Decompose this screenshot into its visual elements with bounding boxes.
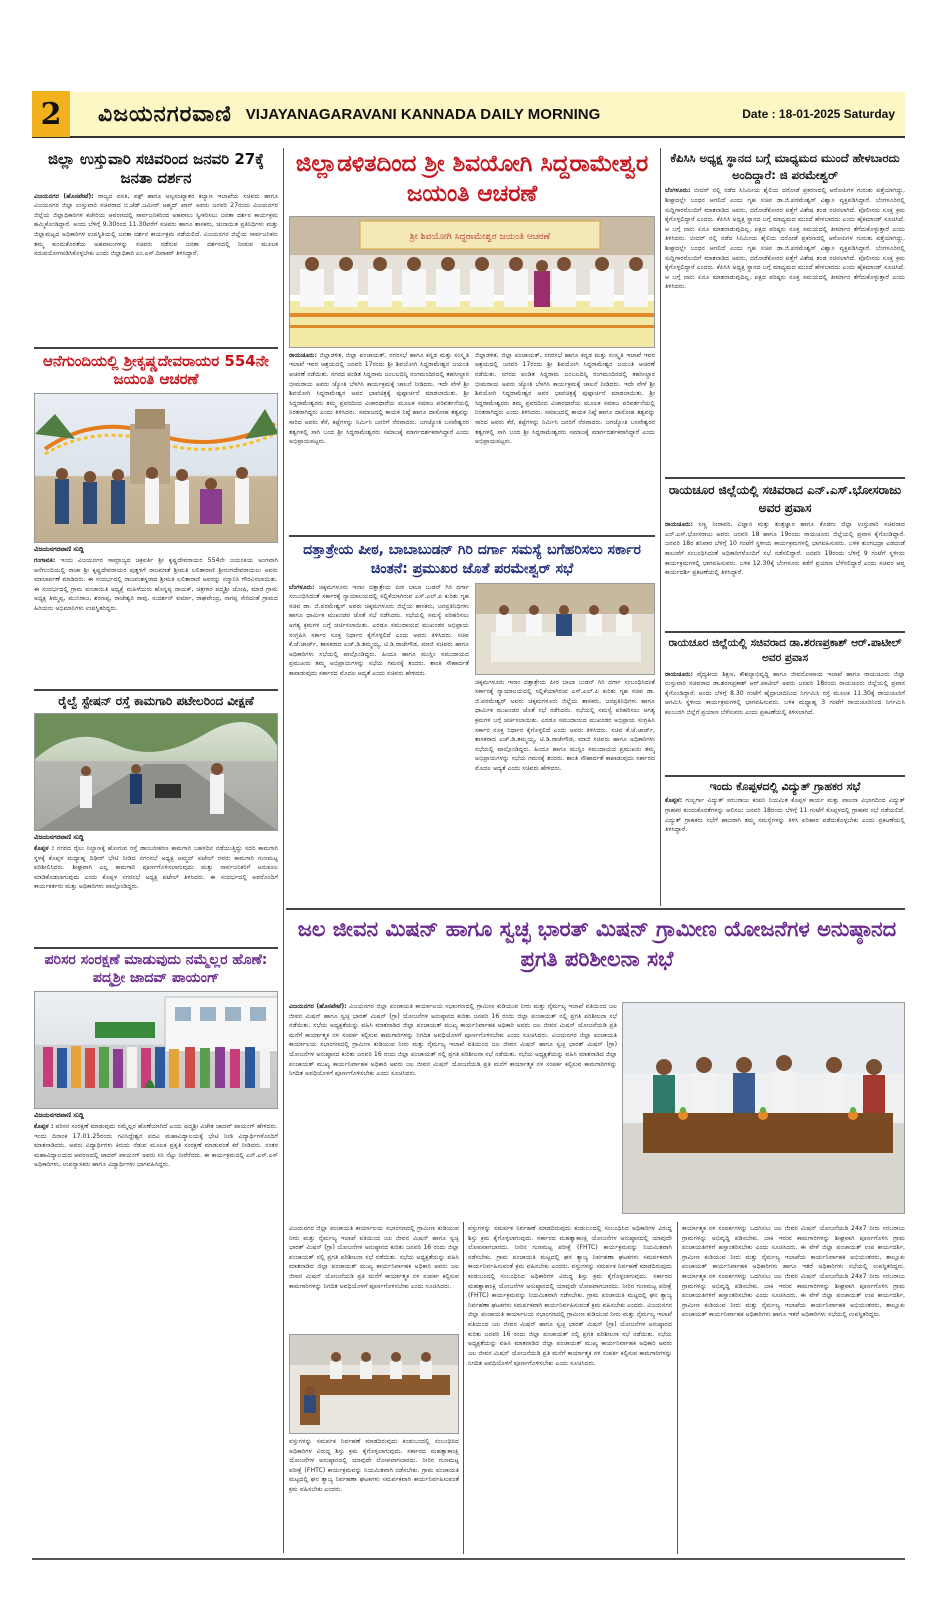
masthead-title-english: VIJAYANAGARAVANI KANNADA DAILY MORNING [245, 105, 601, 123]
article-body [289, 1224, 459, 1330]
photo-credit: ವಿಜಯನಗರವಾಣಿ ಸುದ್ದಿ [34, 1111, 84, 1119]
bottom-body-left [289, 1002, 617, 1214]
divider [34, 347, 278, 349]
article-text: ವಿಜಯನಗರ ಜಿಲ್ಲಾ ಪಂಚಾಯತಿ ಕಾರ್ಯಾಲಯ ಸಭಾಂಗಣದಲ್ಲಿ ಗ್ರಾಮೀಣ ಕುಡಿಯುವ ನೀರು ಮತ್ತು ನೈರ್ಮಲ್ಯ ಇಲಾಖೆ ವತಿಯಿಂದ ಜಲ ಜೀವನ ಮಿಷನ್ ಹಾಗೂ ಸ್ವಚ್ಛ ಭಾರತ್ ಮಿಷನ್ (ಗ್ರಾ) ಯೋಜನೆಗಳ ಅನುಷ್ಠಾನದ ಕುರಿತು ಜನವರಿ 16 ರಂದು ಜಿಲ್ಲಾ ಪಂಚಾಯತ್ ನಲ್ಲಿ ಪ್ರಗತಿ ಪರಿಶೀಲನಾ ಸಭೆ ನಡೆಯಿತು. ಸಭೆಯ ಅಧ್ಯಕ್ಷತೆಯನ್ನು ವಹಿಸಿ ಮಾತನಾಡಿದ ಜಿಲ್ಲಾ ಪಂಚಾಯತ್ ಮುಖ್ಯ ಕಾರ್ಯನಿರ್ವಾಹಕ ಅಧಿಕಾರಿ ಅವರು ಜಲ ಜೀವನ ಮಿಷನ್ ಯೋಜನೆಯಡಿ ಪ್ರತಿ ಮನೆಗೆ ಕಾರ್ಯಾತ್ಮಕ ನಳ ಸಂಪರ್ಕ ಕಲ್ಪಿಸುವ ಕಾಮಗಾರಿಗಳನ್ನು ನಿಗದಿತ ಅವಧಿಯೊಳಗೆ ಪೂರ್ಣಗೊಳಿಸಬೇಕು ಎಂದು ಸೂಚಿಸಿದರು. [289, 1225, 459, 1290]
jayanti-stage-photo [289, 216, 655, 348]
divider [34, 947, 278, 949]
divider [289, 535, 655, 537]
article-text: ಪರಿಸರ ಸಂರಕ್ಷಣೆ ಮಾಡುವುದು ನಮ್ಮೆಲ್ಲರ ಹೊಣೆಯಾಗಿದೆ ಎಂದು ಪದ್ಮಶ್ರೀ ವಿಜೇತ ಜಾದವ್ ಪಾಯಂಗ್ ಹೇಳಿದರು. ಇಂದು ದಿನಾಂಕ 17.01.25ರಂದು ಗವಿಸಿದ್ದೇಶ್ವರ ಪದವಿ ಮಹಾವಿದ್ಯಾಲಯಕ್ಕೆ ಭೇಟಿ ನೀಡಿ ವಿದ್ಯಾರ್ಥಿಗಳೊಂದಿಗೆ ಮಾತನಾಡಿದರು. ಅವರು ವಿದ್ಯಾರ್ಥಿಗಳು ಕಿರುದು ನೆಡುವ ಮೂಲಕ ಪ್ರಕೃತಿ ಸಂರಕ್ಷಣೆ ಮಾಡುವಂತೆ ಕರೆ ನೀಡಿದರು. ನಂತರ ಮಹಾವಿದ್ಯಾಲಯದ ಆವರಣದಲ್ಲಿ ಜಾದವ್ ಪಾಯಂಗ್ ಅವರು ಸಸಿ ನೆಟ್ಟು ನೀರೆರೆದರು. ಈ ಕಾರ್ಯಕ್ರಮದಲ್ಲಿ ಎನ್.ಎಸ್.ಎಸ್ ಅಧಿಕಾರಿಗಳು, ಉಪನ್ಯಾಸಕರು ಹಾಗೂ ವಿದ್ಯಾರ್ಥಿಗಳು ಭಾಗವಹಿಸಿದ್ದರು. [34, 1123, 278, 1169]
story-electricity-meeting [665, 780, 905, 867]
article-text: ಬೀದರ್ ನಲ್ಲಿ ನಡೆದ ಸಿನಿಮೀಯ ಶೈಲಿಯ ದರೋಡೆ ಪ್ರಕರಣದಲ್ಲಿ ಆರೋಪಿಗಳ ಗುರುತು ಪತ್ತೆಯಾಗಿದ್ದು, ಶೀಘ್ರದಲ್ಲೇ ಬಂಧನ ಆಗಲಿದೆ ಎಂದು ಗೃಹ ಸಚಿವ ಡಾ.ಜಿ.ಪರಮೇಶ್ವರ್ ವಿಶ್ವಾಸ ವ್ಯಕ್ತಪಡಿಸಿದ್ದಾರೆ. ಬೆಂಗಳೂರಿನಲ್ಲಿ ಸುದ್ದಿಗಾರರೊಂದಿಗೆ ಮಾತನಾಡಿದ ಅವರು, ದರೋಡೆಕೋರರ ಪತ್ತೆಗೆ ವಿಶೇಷ ತಂಡ ರಚಿಸಲಾಗಿದೆ. ಪೊಲೀಸರು ಸೂಕ್ತ ಕ್ರಮ ಕೈಗೊಳ್ಳಲಿದ್ದಾರೆ ಎಂದರು. ಕೆಪಿಸಿಸಿ ಅಧ್ಯಕ್ಷ ಸ್ಥಾನದ ಬಗ್ಗೆ ಮಾಧ್ಯಮದ ಮುಂದೆ ಹೇಳಬಾರದು ಎಂದು ಹೈಕಮಾಂಡ್ ಸೂಚಿಸಿದೆ. ಆ ಬಗ್ಗೆ ನಾನು ಏನೂ ಮಾತನಾಡುವುದಿಲ್ಲ. ಪಕ್ಷದ ವರಿಷ್ಠರು ಸೂಕ್ತ ಸಮಯದಲ್ಲಿ ತೀರ್ಮಾನ ತೆಗೆದುಕೊಳ್ಳುತ್ತಾರೆ ಎಂದು ತಿಳಿಸಿದರು. [665, 235, 905, 291]
meeting-photo [475, 583, 655, 675]
road-photo [34, 713, 278, 831]
bottom-col-1 [289, 1224, 459, 1547]
story-jal-jeevan-mission [289, 914, 905, 975]
headline: ಜಿಲ್ಲಾ ಉಸ್ತುವಾರಿ ಸಚಿವರಿಂದ ಜನವರಿ 27ಕ್ಕೆ ಜನತಾ ದರ್ಶನ [47, 150, 265, 187]
headline: ದತ್ತಾತ್ರೇಯ ಪೀಠ, ಬಾಬಾಬುಡನ್ ಗಿರಿ ದರ್ಗಾ ಸಮಸ್ಯೆ ಬಗೆಹರಿಸಲು ಸರ್ಕಾರ ಚಿಂತನೆ: ಪ್ರಮುಖರ ಜೊತೆ ಪರಮೇಶ್ವರ್ ಸಭೆ [303, 541, 641, 577]
page-number: 2 [32, 91, 70, 137]
story-krishnadevaraya-jayanti [34, 352, 278, 687]
article-body [665, 670, 905, 772]
lead-headline: ಜಲ ಜೀವನ ಮಿಷನ್ ಹಾಗೂ ಸ್ವಚ್ಛ ಭಾರತ್ ಮಿಷನ್ ಗ್ರಾಮೀಣ ಯೋಜನೆಗಳ ಅನುಷ್ಠಾನದ ಪ್ರಗತಿ ಪರಿಶೀಲನಾ ಸಭೆ [297, 917, 897, 972]
dateline: ಕೊಪ್ಪಳ : [34, 845, 55, 852]
article-body [665, 186, 905, 474]
story-siddarameshwara-jayanti [289, 150, 655, 531]
headline: ರೈಲ್ವೆ ಸ್ಟೇಷನ್ ರಸ್ತೆ ಕಾಮಗಾರಿ ಪಟೇಲರಿಂದ ವೀಕ್ಷಣೆ [58, 694, 254, 708]
headline: ಆನೆಗುಂದಿಯಲ್ಲಿ ಶ್ರೀಕೃಷ್ಣದೇವರಾಯರ 554ನೇ ಜಯಂತಿ ಆಚರಣೆ [43, 351, 269, 389]
bottom-col-2 [468, 1224, 672, 1552]
article-text: ವಸ್ತುಗಳನ್ನು ಸಮರ್ಪಕ ನಿರ್ವಹಣೆ ಮಾಡದಿರುವುದು ಕಂಡುಬಂದಲ್ಲಿ ಸಂಬಂಧಿಸಿದ ಅಧಿಕಾರಿಗಳ ವಿರುದ್ಧ ಶಿಸ್ತು ಕ್ರಮ ಕೈಗೊಳ್ಳಲಾಗುವುದು. ಸರ್ಕಾರದ ಮಹತ್ವಾಕಾಂಕ್ಷಿ ಯೋಜನೆಗಳ ಅನುಷ್ಠಾನದಲ್ಲಿ ಯಾವುದೇ ಲೋಪವಾಗಬಾರದು. ನೀರಿನ ಗುಣಮಟ್ಟ ಪರೀಕ್ಷೆ (FHTC) ಕಾರ್ಯಕ್ರಮವನ್ನು ನಿಯಮಿತವಾಗಿ ನಡೆಸಬೇಕು. ಗ್ರಾಮ ಪಂಚಾಯತಿ ಮಟ್ಟದಲ್ಲಿ ಘನ ತ್ಯಾಜ್ಯ ನಿರ್ವಹಣಾ ಘಟಕಗಳು ಸಮರ್ಪಕವಾಗಿ ಕಾರ್ಯನಿರ್ವಹಿಸುವಂತೆ ಕ್ರಮ ವಹಿಸಬೇಕು ಎಂದರು. [468, 1263, 672, 1309]
dateline: ಕೊಪ್ಪಳ: [665, 797, 683, 805]
column-rule [283, 148, 284, 1553]
article-text: ವಿಜಯನಗರ ಜಿಲ್ಲಾ ಪಂಚಾಯತಿ ಕಾರ್ಯಾಲಯ ಸಭಾಂಗಣದಲ್ಲಿ ಗ್ರಾಮೀಣ ಕುಡಿಯುವ ನೀರು ಮತ್ತು ನೈರ್ಮಲ್ಯ ಇಲಾಖೆ ವತಿಯಿಂದ ಜಲ ಜೀವನ ಮಿಷನ್ ಹಾಗೂ ಸ್ವಚ್ಛ ಭಾರತ್ ಮಿಷನ್ (ಗ್ರಾ) ಯೋಜನೆಗಳ ಅನುಷ್ಠಾನದ ಕುರಿತು ಜನವರಿ 16 ರಂದು ಜಿಲ್ಲಾ ಪಂಚಾಯತ್ ನಲ್ಲಿ ಪ್ರಗತಿ ಪರಿಶೀಲನಾ ಸಭೆ ನಡೆಯಿತು. ಸಭೆಯ ಅಧ್ಯಕ್ಷತೆಯನ್ನು ವಹಿಸಿ ಮಾತನಾಡಿದ ಜಿಲ್ಲಾ ಪಂಚಾಯತ್ ಮುಖ್ಯ ಕಾರ್ಯನಿರ್ವಾಹಕ ಅಧಿಕಾರಿ ಅವರು ಜಲ ಜೀವನ ಮಿಷನ್ ಯೋಜನೆಯಡಿ ಪ್ರತಿ ಮನೆಗೆ ಕಾರ್ಯಾತ್ಮಕ ನಳ ಸಂಪರ್ಕ ಕಲ್ಪಿಸುವ ಕಾಮಗಾರಿಗಳನ್ನು ನಿಗದಿತ ಅವಧಿಯೊಳಗೆ ಪೂರ್ಣಗೊಳಿಸಬೇಕು ಎಂದು ಸೂಚಿಸಿದರು. [289, 1031, 617, 1078]
article-body [682, 1224, 905, 1552]
photo-credit: ವಿಜಯನಗರವಾಣಿ ಸುದ್ದಿ [34, 833, 84, 841]
article-body [289, 351, 469, 531]
article-body [468, 1224, 672, 1552]
article-text: ಕಾರ್ಯಾತ್ಮಕ ನಳ ಸಂಪರ್ಕಗಳನ್ನು ಒದಗಿಸಲು ಜಲ ಜೀವನ ಮಿಷನ್ ಯೋಜನೆಯಡಿ 24x7 ನೀರು ಸರಬರಾಜು ಗ್ರಾಮಗಳನ್ನು ಅಭಿವೃದ್ಧಿ ಪಡಿಸಬೇಕು. ಬಾಕಿ ಇರುವ ಕಾಮಗಾರಿಗಳನ್ನು ಶೀಘ್ರವಾಗಿ ಪೂರ್ಣಗೊಳಿಸಿ ಗ್ರಾಮ ಪಂಚಾಯತಿಗಳಿಗೆ ಹಸ್ತಾಂತರಿಸಬೇಕು ಎಂದು ಸೂಚಿಸಿದರು. ಈ ವೇಳೆ ಜಿಲ್ಲಾ ಪಂಚಾಯತ್ ಉಪ ಕಾರ್ಯದರ್ಶಿ, ಗ್ರಾಮೀಣ ಕುಡಿಯುವ ನೀರು ಮತ್ತು ನೈರ್ಮಲ್ಯ ಇಲಾಖೆಯ ಕಾರ್ಯನಿರ್ವಾಹಕ ಅಭಿಯಂತರರು, ತಾಲ್ಲೂಕು ಪಂಚಾಯತ್ ಕಾರ್ಯನಿರ್ವಾಹಕ ಅಧಿಕಾರಿಗಳು ಹಾಗೂ ಇತರೆ ಅಧಿಕಾರಿಗಳು ಸಭೆಯಲ್ಲಿ ಉಪಸ್ಥಿತರಿದ್ದರು. [682, 1273, 905, 1319]
dateline: ಕೊಪ್ಪಳ : [34, 1123, 54, 1130]
column-rule [677, 1222, 678, 1554]
dateline: ರಾಯಚೂರು: [665, 670, 693, 678]
article-text: ವಿಜಯನಗರ ಜಿಲ್ಲಾ ಪಂಚಾಯತಿ ಕಾರ್ಯಾಲಯ ಸಭಾಂಗಣದಲ್ಲಿ ಗ್ರಾಮೀಣ ಕುಡಿಯುವ ನೀರು ಮತ್ತು ನೈರ್ಮಲ್ಯ ಇಲಾಖೆ ವತಿಯಿಂದ ಜಲ ಜೀವನ ಮಿಷನ್ ಹಾಗೂ ಸ್ವಚ್ಛ ಭಾರತ್ ಮಿಷನ್ (ಗ್ರಾ) ಯೋಜನೆಗಳ ಅನುಷ್ಠಾನದ ಕುರಿತು ಜನವರಿ 16 ರಂದು ಜಿಲ್ಲಾ ಪಂಚಾಯತ್ ನಲ್ಲಿ ಪ್ರಗತಿ ಪರಿಶೀಲನಾ ಸಭೆ ನಡೆಯಿತು. ಸಭೆಯ ಅಧ್ಯಕ್ಷತೆಯನ್ನು ವಹಿಸಿ ಮಾತನಾಡಿದ ಜಿಲ್ಲಾ ಪಂಚಾಯತ್ ಮುಖ್ಯ ಕಾರ್ಯನಿರ್ವಾಹಕ ಅಧಿಕಾರಿ ಅವರು ಜಲ ಜೀವನ ಮಿಷನ್ ಯೋಜನೆಯಡಿ ಪ್ರತಿ ಮನೆಗೆ ಕಾರ್ಯಾತ್ಮಕ ನಳ ಸಂಪರ್ಕ ಕಲ್ಪಿಸುವ ಕಾಮಗಾರಿಗಳನ್ನು ನಿಗದಿತ ಅವಧಿಯೊಳಗೆ ಪೂರ್ಣಗೊಳಿಸಬೇಕು ಎಂದು ಸೂಚಿಸಿದರು. [468, 1301, 672, 1367]
masthead-date: Date : 18-01-2025 Saturday [742, 107, 895, 121]
article-body [665, 520, 905, 628]
story-railway-road [34, 694, 278, 944]
photo-illustration [290, 1335, 459, 1434]
review-meeting-photo [622, 1002, 905, 1214]
article-text: ಜಿಲ್ಲಾಡಳಿತ, ಜಿಲ್ಲಾ ಪಂಚಾಯತ್, ನಗರಸಭೆ ಹಾಗೂ ಕನ್ನಡ ಮತ್ತು ಸಂಸ್ಕೃತಿ ಇಲಾಖೆ ಇವರ ಆಶ್ರಯದಲ್ಲಿ ಜನವರಿ 17ರಂದು ಶ್ರೀ ಶಿವಯೋಗಿ ಸಿದ್ದರಾಮೇಶ್ವರ ಜಯಂತಿ ಆಚರಣೆ ನಡೆಯಿತು. ನಗರದ ಪಂಡಿತ ಸಿದ್ದರಾಮ ಜಂಬಲದಿನ್ನಿ ರಂಗಮಂದಿರದಲ್ಲಿ ತಹಸೀಲ್ದಾರ ಭೀಮರಾಯ ಅವರು ಜ್ಯೋತಿ ಬೆಳಗಿಸಿ ಕಾರ್ಯಕ್ರಮಕ್ಕೆ ಚಾಲನೆ ನೀಡಿದರು. ಇದೇ ವೇಳೆ ಶ್ರೀ ಶಿವಯೋಗಿ ಸಿದ್ದರಾಮೇಶ್ವರ ಅವರ ಭಾವಚಿತ್ರಕ್ಕೆ ಪುಷ್ಪಾರ್ಚನೆ ಮಾಡಲಾಯಿತು. ಶ್ರೀ ಸಿದ್ದರಾಮೇಶ್ವರರು ತಮ್ಮ ಪ್ರವರದಿಂದ ವಿಚಾರಧಾರೆಯ ಮೂಲಕ ಸಮಾಜ ಪರಿವರ್ತನೆಯಲ್ಲಿ ನಿರತರಾಗಿದ್ದರು ಎಂದು ತಿಳಿಸಿದರು. ಸಮಾಜದಲ್ಲಿ ಕಾಯಕ ನಿಷ್ಠೆ ಹಾಗೂ ದಾಸೋಹ ತತ್ವವನ್ನು ಸಾರಿದ ಅವರು ಕೆರೆ, ಕಟ್ಟೆಗಳನ್ನು ನಿರ್ಮಿಸಿ ಜನರಿಗೆ ನೆರವಾದರು. ಜಗಜ್ಯೋತಿ ಬಸವೇಶ್ವರರ ತತ್ವಗಳಲ್ಲಿ ಸಾಗಿ ಬಂದ ಶ್ರೀ ಸಿದ್ದರಾಮೇಶ್ವರರು ಸಮಾಜಕ್ಕೆ ಮಾರ್ಗದರ್ಶಕರಾಗಿದ್ದಾರೆ ಎಂದು ಅಭಿಪ್ರಾಯಪಟ್ಟರು. [475, 351, 655, 446]
article-text: ಬೀದರ್ ನಲ್ಲಿ ನಡೆದ ಸಿನಿಮೀಯ ಶೈಲಿಯ ದರೋಡೆ ಪ್ರಕರಣದಲ್ಲಿ ಆರೋಪಿಗಳ ಗುರುತು ಪತ್ತೆಯಾಗಿದ್ದು, ಶೀಘ್ರದಲ್ಲೇ ಬಂಧನ ಆಗಲಿದೆ ಎಂದು ಗೃಹ ಸಚಿವ ಡಾ.ಜಿ.ಪರಮೇಶ್ವರ್ ವಿಶ್ವಾಸ ವ್ಯಕ್ತಪಡಿಸಿದ್ದಾರೆ. ಬೆಂಗಳೂರಿನಲ್ಲಿ ಸುದ್ದಿಗಾರರೊಂದಿಗೆ ಮಾತನಾಡಿದ ಅವರು, ದರೋಡೆಕೋರರ ಪತ್ತೆಗೆ ವಿಶೇಷ ತಂಡ ರಚಿಸಲಾಗಿದೆ. ಪೊಲೀಸರು ಸೂಕ್ತ ಕ್ರಮ ಕೈಗೊಳ್ಳಲಿದ್ದಾರೆ ಎಂದರು. ಕೆಪಿಸಿಸಿ ಅಧ್ಯಕ್ಷ ಸ್ಥಾನದ ಬಗ್ಗೆ ಮಾಧ್ಯಮದ ಮುಂದೆ ಹೇಳಬಾರದು ಎಂದು ಹೈಕಮಾಂಡ್ ಸೂಚಿಸಿದೆ. ಆ ಬಗ್ಗೆ ನಾನು ಏನೂ ಮಾತನಾಡುವುದಿಲ್ಲ. ಪಕ್ಷದ ವರಿಷ್ಠರು ಸೂಕ್ತ ಸಮಯದಲ್ಲಿ ತೀರ್ಮಾನ ತೆಗೆದುಕೊಳ್ಳುತ್ತಾರೆ ಎಂದು ತಿಳಿಸಿದರು. [665, 187, 905, 243]
divider [665, 477, 905, 479]
article-text: ಗುಲ್ಬರ್ಗಾ ವಿದ್ಯುತ್ ಸರಬರಾಜು ಕಂಪನಿ ನಿಯಮಿತ ಕೊಪ್ಪಳ ಕಾರ್ಯ ಮತ್ತು ಪಾಲನಾ ವಿಭಾಗದಿಂದ ವಿದ್ಯುತ್ ಗ್ರಾಹಕರ ಕುಂದುಕೊರತೆಗಳನ್ನು ಆಲಿಸಲು ಜನವರಿ 18ರಂದು ಬೆಳಿಗ್ಗೆ 11 ಗಂಟೆಗೆ ಕೊಪ್ಪಳದಲ್ಲಿ ಗ್ರಾಹಕರ ಸಭೆ ನಡೆಯಲಿದೆ. ವಿದ್ಯುತ್ ಗ್ರಾಹಕರು ಸಭೆಗೆ ಹಾಜರಾಗಿ ತಮ್ಮ ಸಮಸ್ಯೆಗಳನ್ನು ತಿಳಿಸಿ ಪರಿಹಾರ ಪಡೆದುಕೊಳ್ಳಬೇಕು ಎಂದು ಪ್ರಕಟಣೆಯಲ್ಲಿ ತಿಳಿಸಿದ್ದಾರೆ. [665, 797, 905, 834]
photo-credit: ವಿಜಯನಗರವಾಣಿ ಸುದ್ದಿ [34, 545, 84, 553]
article-text: ಕಾರ್ಯಾತ್ಮಕ ನಳ ಸಂಪರ್ಕಗಳನ್ನು ಒದಗಿಸಲು ಜಲ ಜೀವನ ಮಿಷನ್ ಯೋಜನೆಯಡಿ 24x7 ನೀರು ಸರಬರಾಜು ಗ್ರಾಮಗಳನ್ನು ಅಭಿವೃದ್ಧಿ ಪಡಿಸಬೇಕು. ಬಾಕಿ ಇರುವ ಕಾಮಗಾರಿಗಳನ್ನು ಶೀಘ್ರವಾಗಿ ಪೂರ್ಣಗೊಳಿಸಿ ಗ್ರಾಮ ಪಂಚಾಯತಿಗಳಿಗೆ ಹಸ್ತಾಂತರಿಸಬೇಕು ಎಂದು ಸೂಚಿಸಿದರು. ಈ ವೇಳೆ ಜಿಲ್ಲಾ ಪಂಚಾಯತ್ ಉಪ ಕಾರ್ಯದರ್ಶಿ, ಗ್ರಾಮೀಣ ಕುಡಿಯುವ ನೀರು ಮತ್ತು ನೈರ್ಮಲ್ಯ ಇಲಾಖೆಯ ಕಾರ್ಯನಿರ್ವಾಹಕ ಅಭಿಯಂತರರು, ತಾಲ್ಲೂಕು ಪಂಚಾಯತ್ ಕಾರ್ಯನಿರ್ವಾಹಕ ಅಧಿಕಾರಿಗಳು ಹಾಗೂ ಇತರೆ ಅಧಿಕಾರಿಗಳು ಸಭೆಯಲ್ಲಿ ಉಪಸ್ಥಿತರಿದ್ದರು. [682, 1225, 905, 1271]
divider [286, 908, 905, 910]
photo-illustration [290, 217, 655, 348]
dateline: ರಾಯಚೂರು: [665, 521, 693, 529]
story-kpcc-president [665, 150, 905, 474]
headline: ಪರಿಸರ ಸಂರಕ್ಷಣೆ ಮಾಡುವುದು ನಮ್ಮೆಲ್ಲರ ಹೊಣೆ: ಪದ್ಮಶ್ರೀ ಜಾದವ್ ಪಾಯಂಗ್ [44, 952, 268, 986]
photo-illustration [476, 584, 655, 675]
dateline: ವಿಜಯನಗರ (ಹೊಸಪೇಟೆ): [289, 1003, 347, 1010]
article-text: ವಸ್ತುಗಳನ್ನು ಸಮರ್ಪಕ ನಿರ್ವಹಣೆ ಮಾಡದಿರುವುದು ಕಂಡುಬಂದಲ್ಲಿ ಸಂಬಂಧಿಸಿದ ಅಧಿಕಾರಿಗಳ ವಿರುದ್ಧ ಶಿಸ್ತು ಕ್ರಮ ಕೈಗೊಳ್ಳಲಾಗುವುದು. ಸರ್ಕಾರದ ಮಹತ್ವಾಕಾಂಕ್ಷಿ ಯೋಜನೆಗಳ ಅನುಷ್ಠಾನದಲ್ಲಿ ಯಾವುದೇ ಲೋಪವಾಗಬಾರದು. ನೀರಿನ ಗುಣಮಟ್ಟ ಪರೀಕ್ಷೆ (FHTC) ಕಾರ್ಯಕ್ರಮವನ್ನು ನಿಯಮಿತವಾಗಿ ನಡೆಸಬೇಕು. ಗ್ರಾಮ ಪಂಚಾಯತಿ ಮಟ್ಟದಲ್ಲಿ ಘನ ತ್ಯಾಜ್ಯ ನಿರ್ವಹಣಾ ಘಟಕಗಳು ಸಮರ್ಪಕವಾಗಿ ಕಾರ್ಯನಿರ್ವಹಿಸುವಂತೆ ಕ್ರಮ ವಹಿಸಬೇಕು ಎಂದರು. [289, 1438, 459, 1494]
divider [34, 689, 278, 691]
article-body [34, 192, 278, 344]
article-text: ಚಿಕ್ಕಮಗಳೂರು ಇನಾಂ ದತ್ತಾತ್ರೇಯ ಪೀಠ ಬಾಬಾ ಬುಡನ್ ಗಿರಿ ದರ್ಗಾ ಸಂಬಂಧಿಸಿದಂತೆ ಸರ್ಕಾರಕ್ಕೆ ನ್ಯಾಯಾಲಯದಲ್ಲಿ ಸಲ್ಲಿಕೆಯಾಗಿರುವ ಎಸ್.ಎಲ್.ಪಿ ಕುರಿತು ಗೃಹ ಸಚಿವ ಡಾ. ಜಿ.ಪರಮೇಶ್ವರ್ ಅವರು ಚಿಕ್ಕಮಗಳೂರು ಜಿಲ್ಲೆಯ ಶಾಸಕರು, ಜನಪ್ರತಿನಿಧಿಗಳು ಹಾಗೂ ಧಾರ್ಮಿಕ ಮುಖಂಡರ ಜೊತೆ ಸಭೆ ನಡೆಸಿದರು. ಸಭೆಯಲ್ಲಿ ಸಮಸ್ಯೆ ಪರಿಹರಿಸಲು ಅಗತ್ಯ ಕ್ರಮಗಳ ಬಗ್ಗೆ ಚರ್ಚಿಸಲಾಯಿತು. ಎರಡೂ ಸಮುದಾಯದ ಮುಖಂಡರ ಅಭಿಪ್ರಾಯ ಸಂಗ್ರಹಿಸಿ ಸರ್ಕಾರ ಸೂಕ್ತ ನಿರ್ಧಾರ ಕೈಗೊಳ್ಳಲಿದೆ ಎಂದು ಅವರು ತಿಳಿಸಿದರು. ಸಚಿವ ಕೆ.ಜೆ.ಜಾರ್ಜ್, ಶಾಸಕರಾದ ಎಚ್.ಡಿ.ತಮ್ಮಯ್ಯ, ಟಿ.ಡಿ.ರಾಜೇಗೌಡ, ಮಾಜಿ ಸಚಿವರು ಹಾಗೂ ಅಧಿಕಾರಿಗಳು ಸಭೆಯಲ್ಲಿ ಪಾಲ್ಗೊಂಡಿದ್ದರು. ಹಿಂದೂ ಹಾಗೂ ಮುಸ್ಲಿಂ ಸಮುದಾಯದ ಪ್ರಮುಖರು ತಮ್ಮ ಅಭಿಪ್ರಾಯಗಳನ್ನು ಸಭೆಯ ಗಮನಕ್ಕೆ ತಂದರು. ಶಾಂತಿ ಸೌಹಾರ್ದತೆ ಕಾಪಾಡುವುದು ಸರ್ಕಾರದ ಮೊದಲ ಆದ್ಯತೆ ಎಂದು ಸಚಿವರು ಹೇಳಿದರು. [475, 678, 655, 773]
article-body [34, 1122, 278, 1292]
article-body-continued [289, 1437, 459, 1547]
dateline: ವಿಜಯನಗರ (ಹೊಸಪೇಟೆ): [34, 192, 94, 200]
article-text: ವಿಜಯನಗರ ಜಿಲ್ಲಾ ಪಂಚಾಯತಿ ಕಾರ್ಯಾಲಯ ಸಭಾಂಗಣದಲ್ಲಿ ಗ್ರಾಮೀಣ ಕುಡಿಯುವ ನೀರು ಮತ್ತು ನೈರ್ಮಲ್ಯ ಇಲಾಖೆ ವತಿಯಿಂದ ಜಲ ಜೀವನ ಮಿಷನ್ ಹಾಗೂ ಸ್ವಚ್ಛ ಭಾರತ್ ಮಿಷನ್ (ಗ್ರಾ) ಯೋಜನೆಗಳ ಅನುಷ್ಠಾನದ ಕುರಿತು ಜನವರಿ 16 ರಂದು ಜಿಲ್ಲಾ ಪಂಚಾಯತ್ ನಲ್ಲಿ ಪ್ರಗತಿ ಪರಿಶೀಲನಾ ಸಭೆ ನಡೆಯಿತು. ಸಭೆಯ ಅಧ್ಯಕ್ಷತೆಯನ್ನು ವಹಿಸಿ ಮಾತನಾಡಿದ ಜಿಲ್ಲಾ ಪಂಚಾಯತ್ ಮುಖ್ಯ ಕಾರ್ಯನಿರ್ವಾಹಕ ಅಧಿಕಾರಿ ಅವರು ಜಲ ಜೀವನ ಮಿಷನ್ ಯೋಜನೆಯಡಿ ಪ್ರತಿ ಮನೆಗೆ ಕಾರ್ಯಾತ್ಮಕ ನಳ ಸಂಪರ್ಕ ಕಲ್ಪಿಸುವ ಕಾಮಗಾರಿಗಳನ್ನು ನಿಗದಿತ ಅವಧಿಯೊಳಗೆ ಪೂರ್ಣಗೊಳಿಸಬೇಕು ಎಂದು ಸೂಚಿಸಿದರು. [289, 1003, 617, 1039]
dateline: ಗಂಗಾವತಿ: [34, 557, 56, 564]
article-text: ನಗರದ ರೈಲು ನಿಲ್ದಾಣಕ್ಕೆ ಹೋಗುವ ರಸ್ತೆ ಡಾಂಬರೀಕರಣ ಕಾಮಗಾರಿ ಬಹಳದಿನ ನಡೆಯುತ್ತಿದ್ದು ಸದರಿ ಕಾಮಗಾರಿ ಸ್ಥಳಕ್ಕೆ ಕೊಪ್ಪಳ ಮಧ್ಯಾಹ್ನ ದಿಢೀರ್ ಭೇಟಿ ನೀಡಿದ ನಗರಸಭೆ ಅಧ್ಯಕ್ಷ ಅಮ್ಜದ್ ಪಟೇಲ್ ರವರು ಕಾಮಗಾರಿ ಗುಣಮಟ್ಟ ಪರಿಶೀಲಿಸಿದರು. ಶೀಘ್ರವಾಗಿ ಎಲ್ಲ ಕಾಮಗಾರಿ ಪೂರ್ಣಗೊಳಿಸಲಾಗುವುದು ಮತ್ತು ಸಾರ್ವಜನಿಕರಿಗೆ ಅನುಕೂಲ ಮಾಡಿಕೊಡಲಾಗುವುದು ಎಂದು ಕೊಪ್ಪಳ ನಗರಸಭೆ ಅಧ್ಯಕ್ಷ ಪಟೇಲ್ ತಿಳಿಸಿದರು. ಈ ಸಂದರ್ಭದಲ್ಲಿ ಅವರೊಂದಿಗೆ ಕಾರ್ಯಕರ್ತರು ಮತ್ತು ಅಧಿಕಾರಿಗಳು ಪಾಲ್ಗೊಂಡಿದ್ದರು. [34, 845, 278, 891]
masthead-title-kannada: ವಿಜಯನಗರವಾಣಿ [98, 101, 232, 127]
headline: ಇಂದು ಕೊಪ್ಪಳದಲ್ಲಿ ವಿದ್ಯುತ್ ಗ್ರಾಹಕರ ಸಭೆ [709, 779, 861, 793]
headline: ರಾಯಚೂರ ಜಿಲ್ಲೆಯಲ್ಲಿ ಸಚಿವರಾದ ಡಾ.ಶರಣಪ್ರಕಾಶ್ ಆರ್.ಪಾಟೀಲ್ ಅವರ ಪ್ರವಾಸ [668, 637, 902, 665]
story-janata-darshana [34, 150, 278, 344]
divider [665, 631, 905, 633]
center-column [289, 150, 655, 985]
article-text: ಇಂದು ವಿಜಯನಗರ ಸಾಮ್ರಾಜ್ಯದ ಚಕ್ರವರ್ತಿ ಶ್ರೀ ಕೃಷ್ಣದೇವರಾಯರ 554ನೇ ಜಯಂತಿಯ ಅಂಗವಾಗಿ ಆನೆಗುಂದಿಯಲ್ಲಿ ರಾಜಾ ಶ್ರೀ ಕೃಷ್ಣದೇವರಾಯರ ಪುತ್ಥಳಿಗೆ ರಾಜಮಾತೆ ಶ್ರೀಮತಿ ಲಲಿತಾರಾಣಿ ಶ್ರೀರಂಗದೇವರಾಯಲು ಅವರು ಮಾಲಾರ್ಪಣೆ ಮಾಡಿದರು. ಈ ಸಂದರ್ಭದಲ್ಲಿ ರಾಜವಂಶಸ್ಥರಾದ ಶ್ರೀಮತಿ ಲಲಿತಾರಾಣಿ ಅವರನ್ನು ಸನ್ಮಾನಿಸಿ ಗೌರವಿಸಲಾಯಿತು. ಈ ಸಂದರ್ಭದಲ್ಲಿ ಗ್ರಾಮ ಪಂಚಾಯಿತಿ ಅಧ್ಯಕ್ಷೆ ಮಹಿಳೆಯರು ಹೊನ್ನಪ್ಪ ನಾಯಕ್, ಚಿತ್ರಗಾರ ಪದ್ಮಶ್ರೀ ಜೋಷಿ, ಮಾಜಿ ಗ್ರಾಮ ಅಧ್ಯಕ್ಷ ತಿಮ್ಮಪ್ಪ, ಮುನಿರಾಜ, ಶರಣಪ್ಪ, ರಾಜೇಶ್ವರಿ ರಾವು, ಸುದರ್ಶನ್ ವರ್ಮಾ, ರಾಘವೇಂದ್ರ, ನಾಗಪ್ಪ ಸೇರಿದಂತೆ ಗ್ರಾಮದ ಹಿರಿಯರು ಅಭಿಮಾನಿಗಳು ಉಪಸ್ಥಿತರಿದ್ದರು. [34, 557, 278, 613]
divider [665, 775, 905, 777]
headline: ರಾಯಚೂರ ಜಿಲ್ಲೆಯಲ್ಲಿ ಸಚಿವರಾದ ಎನ್.ಎಸ್.ಭೋಸರಾಜು ಅವರ ಪ್ರವಾಸ [668, 483, 902, 515]
environment-photo [34, 991, 278, 1109]
article-text: ಜಿಲ್ಲಾಡಳಿತ, ಜಿಲ್ಲಾ ಪಂಚಾಯತ್, ನಗರಸಭೆ ಹಾಗೂ ಕನ್ನಡ ಮತ್ತು ಸಂಸ್ಕೃತಿ ಇಲಾಖೆ ಇವರ ಆಶ್ರಯದಲ್ಲಿ ಜನವರಿ 17ರಂದು ಶ್ರೀ ಶಿವಯೋಗಿ ಸಿದ್ದರಾಮೇಶ್ವರ ಜಯಂತಿ ಆಚರಣೆ ನಡೆಯಿತು. ನಗರದ ಪಂಡಿತ ಸಿದ್ದರಾಮ ಜಂಬಲದಿನ್ನಿ ರಂಗಮಂದಿರದಲ್ಲಿ ತಹಸೀಲ್ದಾರ ಭೀಮರಾಯ ಅವರು ಜ್ಯೋತಿ ಬೆಳಗಿಸಿ ಕಾರ್ಯಕ್ರಮಕ್ಕೆ ಚಾಲನೆ ನೀಡಿದರು. ಇದೇ ವೇಳೆ ಶ್ರೀ ಶಿವಯೋಗಿ ಸಿದ್ದರಾಮೇಶ್ವರ ಅವರ ಭಾವಚಿತ್ರಕ್ಕೆ ಪುಷ್ಪಾರ್ಚನೆ ಮಾಡಲಾಯಿತು. ಶ್ರೀ ಸಿದ್ದರಾಮೇಶ್ವರರು ತಮ್ಮ ಪ್ರವರದಿಂದ ವಿಚಾರಧಾರೆಯ ಮೂಲಕ ಸಮಾಜ ಪರಿವರ್ತನೆಯಲ್ಲಿ ನಿರತರಾಗಿದ್ದರು ಎಂದು ತಿಳಿಸಿದರು. ಸಮಾಜದಲ್ಲಿ ಕಾಯಕ ನಿಷ್ಠೆ ಹಾಗೂ ದಾಸೋಹ ತತ್ವವನ್ನು ಸಾರಿದ ಅವರು ಕೆರೆ, ಕಟ್ಟೆಗಳನ್ನು ನಿರ್ಮಿಸಿ ಜನರಿಗೆ ನೆರವಾದರು. ಜಗಜ್ಯೋತಿ ಬಸವೇಶ್ವರರ ತತ್ವಗಳಲ್ಲಿ ಸಾಗಿ ಬಂದ ಶ್ರೀ ಸಿದ್ದರಾಮೇಶ್ವರರು ಸಮಾಜಕ್ಕೆ ಮಾರ್ಗದರ್ಶಕರಾಗಿದ್ದಾರೆ ಎಂದು ಅಭಿಪ್ರಾಯಪಟ್ಟರು. [289, 351, 469, 446]
photo-illustration [35, 394, 278, 543]
story-bhosaraju-tour [665, 482, 905, 628]
masthead [32, 92, 905, 138]
column-rule [660, 148, 661, 906]
bottom-col-3 [682, 1224, 905, 1552]
article-text: ರಾಜ್ಯದ ವಸತಿ, ವಕ್ಫ್ ಹಾಗೂ ಅಲ್ಪಸಂಖ್ಯಾತರ ಕಲ್ಯಾಣ ಇಲಾಖೆಯ ಸಚಿವರು ಹಾಗೂ ವಿಜಯನಗರ ಜಿಲ್ಲಾ ಉಸ್ತುವಾರಿ ಸಚಿವರಾದ ಬಿ.ಜೆಡ್.ಜಮೀರ್ ಅಹ್ಮದ್ ಖಾನ್ ಅವರು ಜನವರಿ 27ರಂದು ವಿಜಯನಗರ ಜಿಲ್ಲೆಯ ಜಿಲ್ಲಾಧಿಕಾರಿಗಳ ಕಚೇರಿಯ ಆವರಣದಲ್ಲಿ ಸಾರ್ವಜನಿಕರಿಂದ ಅಹವಾಲು ಸ್ವೀಕರಿಸಲು ಜನತಾ ದರ್ಶನ ಕಾರ್ಯಕ್ರಮ ಹಮ್ಮಿಕೊಂಡಿದ್ದಾರೆ. ಅಂದು ಬೆಳಿಗ್ಗೆ 9.30ರಿಂದ 11.30ವರೆಗೆ ಸಚಿವರು ಹಾಗೂ ಶಾಸಕರು, ಚುನಾಯಿತ ಪ್ರತಿನಿಧಿಗಳು ಮತ್ತು ಜಿಲ್ಲಾಮಟ್ಟದ ಅಧಿಕಾರಿಗಳ ಉಪಸ್ಥಿತಿಯಲ್ಲಿ ಜನತಾ ದರ್ಶನ ಕಾರ್ಯಕ್ರಮ ನಡೆಯಲಿದೆ. ವಿಜಯನಗರ ಜಿಲ್ಲೆಯ ಸಾರ್ವಜನಿಕರು ತಮ್ಮ ಕುಂದುಕೊರತೆಯ ಅಹವಾಲುಗಳನ್ನು ಸಚಿವರು ನಡೆಸುವ ಜನತಾ ದರ್ಶನದಲ್ಲಿ ನೀಡುವ ಮೂಲಕ ಸದುಪಯೋಗಪಡಿಸಿಕೊಳ್ಳಬೇಕು ಎಂದು ಜಿಲ್ಲಾಧಿಕಾರಿ ಎಂ.ಎಸ್.ದಿವಾಕರ್ ತಿಳಿಸಿದ್ದಾರೆ. [34, 192, 278, 258]
bottom-rule [32, 1558, 905, 1560]
story-sharanaprakash-tour [665, 636, 905, 771]
story-environment [34, 952, 278, 1292]
right-column [665, 150, 905, 866]
article-text: ಚಿಕ್ಕಮಗಳೂರು ಇನಾಂ ದತ್ತಾತ್ರೇಯ ಪೀಠ ಬಾಬಾ ಬುಡನ್ ಗಿರಿ ದರ್ಗಾ ಸಂಬಂಧಿಸಿದಂತೆ ಸರ್ಕಾರಕ್ಕೆ ನ್ಯಾಯಾಲಯದಲ್ಲಿ ಸಲ್ಲಿಕೆಯಾಗಿರುವ ಎಸ್.ಎಲ್.ಪಿ ಕುರಿತು ಗೃಹ ಸಚಿವ ಡಾ. ಜಿ.ಪರಮೇಶ್ವರ್ ಅವರು ಚಿಕ್ಕಮಗಳೂರು ಜಿಲ್ಲೆಯ ಶಾಸಕರು, ಜನಪ್ರತಿನಿಧಿಗಳು ಹಾಗೂ ಧಾರ್ಮಿಕ ಮುಖಂಡರ ಜೊತೆ ಸಭೆ ನಡೆಸಿದರು. ಸಭೆಯಲ್ಲಿ ಸಮಸ್ಯೆ ಪರಿಹರಿಸಲು ಅಗತ್ಯ ಕ್ರಮಗಳ ಬಗ್ಗೆ ಚರ್ಚಿಸಲಾಯಿತು. ಎರಡೂ ಸಮುದಾಯದ ಮುಖಂಡರ ಅಭಿಪ್ರಾಯ ಸಂಗ್ರಹಿಸಿ ಸರ್ಕಾರ ಸೂಕ್ತ ನಿರ್ಧಾರ ಕೈಗೊಳ್ಳಲಿದೆ ಎಂದು ಅವರು ತಿಳಿಸಿದರು. ಸಚಿವ ಕೆ.ಜೆ.ಜಾರ್ಜ್, ಶಾಸಕರಾದ ಎಚ್.ಡಿ.ತಮ್ಮಯ್ಯ, ಟಿ.ಡಿ.ರಾಜೇಗೌಡ, ಮಾಜಿ ಸಚಿವರು ಹಾಗೂ ಅಧಿಕಾರಿಗಳು ಸಭೆಯಲ್ಲಿ ಪಾಲ್ಗೊಂಡಿದ್ದರು. ಹಿಂದೂ ಹಾಗೂ ಮುಸ್ಲಿಂ ಸಮುದಾಯದ ಪ್ರಮುಖರು ತಮ್ಮ ಅಭಿಪ್ರಾಯಗಳನ್ನು ಸಭೆಯ ಗಮನಕ್ಕೆ ತಂದರು. ಶಾಂತಿ ಸೌಹಾರ್ದತೆ ಕಾಪಾಡುವುದು ಸರ್ಕಾರದ ಮೊದಲ ಆದ್ಯತೆ ಎಂದು ಸಚಿವರು ಹೇಳಿದರು. [289, 583, 469, 678]
article-body [665, 796, 905, 866]
meeting-hall-photo [289, 1334, 459, 1434]
article-body [289, 1002, 617, 1214]
article-body-continued [475, 351, 655, 531]
dateline: ರಾಯಚೂರು: [289, 351, 317, 359]
photo-illustration [35, 714, 278, 831]
headline: ಕೆಪಿಸಿಸಿ ಅಧ್ಯಕ್ಷ ಸ್ಥಾನದ ಬಗ್ಗೆ ಮಾಧ್ಯಮದ ಮುಂದೆ ಹೇಳಬಾರದು ಅಂದಿದ್ದಾರೆ: ಜಿ ಪರಮೇಶ್ವರ್ [670, 151, 900, 182]
article-text: ವೈದ್ಯಕೀಯ ಶಿಕ್ಷಣ, ಕೌಶಲ್ಯಾಭಿವೃದ್ಧಿ ಹಾಗೂ ಜೀವನೋಪಾಯ ಇಲಾಖೆ ಹಾಗೂ ರಾಯಚೂರು ಜಿಲ್ಲಾ ಉಸ್ತುವಾರಿ ಸಚಿವರಾದ ಡಾ.ಶರಣಪ್ರಕಾಶ್ ಆರ್.ಪಾಟೀಲ್ ಅವರು ಜನವರಿ 18ರಂದು ರಾಯಚೂರು ಜಿಲ್ಲೆಯಲ್ಲಿ ಪ್ರವಾಸ ಕೈಗೊಂಡಿದ್ದಾರೆ. ಅಂದು ಬೆಳಿಗ್ಗೆ 8.30 ಗಂಟೆಗೆ ಹೈದ್ರಾಬಾದಿನಿಂದ ನಿರ್ಗಮಿಸಿ ರಸ್ತೆ ಮೂಲಕ 11.30ಕ್ಕೆ ರಾಯಚೂರಿಗೆ ಆಗಮಿಸಿ ಸ್ಥಳೀಯ ಕಾರ್ಯಕ್ರಮಗಳಲ್ಲಿ ಭಾಗವಹಿಸುವರು. ಬಳಿಕ ಮಧ್ಯಾಹ್ನ 3 ಗಂಟೆಗೆ ರಾಯಚೂರಿನಿಂದ ನಿರ್ಗಮಿಸಿ ಕಲಬುರಗಿ ಜಿಲ್ಲೆಗೆ ಪ್ರಯಾಣ ಬೆಳೆಸುವರು ಎಂದು ಪ್ರಕಟಣೆಯಲ್ಲಿ ತಿಳಿಸಲಾಗಿದೆ. [665, 670, 905, 716]
lead-headline: ಜಿಲ್ಲಾಡಳಿತದಿಂದ ಶ್ರೀ ಶಿವಯೋಗಿ ಸಿದ್ದರಾಮೇಶ್ವರ ಜಯಂತಿ ಆಚರಣೆ [295, 151, 649, 207]
photo-illustration [623, 1003, 905, 1214]
jayanti-photo [34, 393, 278, 543]
article-body [34, 844, 278, 944]
dateline: ಬೆಂಗಳೂರು: [289, 583, 315, 591]
left-column [34, 150, 278, 1292]
article-body [34, 556, 278, 686]
column-rule [463, 1222, 464, 1554]
banner-text: ಶ್ರೀ ಶಿವಯೋಗಿ ಸಿದ್ಧರಾಮೇಶ್ವರ ಜಯಂತಿ ಆಚರಣೆ [409, 231, 551, 242]
article-text: ವಸ್ತುಗಳನ್ನು ಸಮರ್ಪಕ ನಿರ್ವಹಣೆ ಮಾಡದಿರುವುದು ಕಂಡುಬಂದಲ್ಲಿ ಸಂಬಂಧಿಸಿದ ಅಧಿಕಾರಿಗಳ ವಿರುದ್ಧ ಶಿಸ್ತು ಕ್ರಮ ಕೈಗೊಳ್ಳಲಾಗುವುದು. ಸರ್ಕಾರದ ಮಹತ್ವಾಕಾಂಕ್ಷಿ ಯೋಜನೆಗಳ ಅನುಷ್ಠಾನದಲ್ಲಿ ಯಾವುದೇ ಲೋಪವಾಗಬಾರದು. ನೀರಿನ ಗುಣಮಟ್ಟ ಪರೀಕ್ಷೆ (FHTC) ಕಾರ್ಯಕ್ರಮವನ್ನು ನಿಯಮಿತವಾಗಿ ನಡೆಸಬೇಕು. ಗ್ರಾಮ ಪಂಚಾಯತಿ ಮಟ್ಟದಲ್ಲಿ ಘನ ತ್ಯಾಜ್ಯ ನಿರ್ವಹಣಾ ಘಟಕಗಳು ಸಮರ್ಪಕವಾಗಿ ಕಾರ್ಯನಿರ್ವಹಿಸುವಂತೆ ಕ್ರಮ ವಹಿಸಬೇಕು ಎಂದರು. [468, 1225, 672, 1271]
dateline: ಬೆಂಗಳೂರು: [665, 187, 691, 195]
article-text: ಸಣ್ಣ ನೀರಾವರಿ, ವಿಜ್ಞಾನ ಮತ್ತು ತಂತ್ರಜ್ಞಾನ ಹಾಗೂ ಕೊಡಗು ಜಿಲ್ಲಾ ಉಸ್ತುವಾರಿ ಸಚಿವರಾದ ಎನ್.ಎಸ್.ಭೋಸರಾಜು ಅವರು ಜನವರಿ 18 ಹಾಗೂ 19ರಂದು ರಾಯಚೂರು ಜಿಲ್ಲೆಯಲ್ಲಿ ಪ್ರವಾಸ ಕೈಗೊಂಡಿದ್ದಾರೆ. ಜನವರಿ 18ರ ಶನಿವಾರ ಬೆಳಿಗ್ಗೆ 10 ಗಂಟೆಗೆ ಸ್ಥಳೀಯ ಕಾರ್ಯಕ್ರಮಗಳಲ್ಲಿ ಭಾಗವಹಿಸುವರು. ಬಳಿಕ ತುಂಗಭದ್ರಾ ಎಡದಂಡೆ ಕಾಲುವೆಗೆ ಸಂಬಂಧಿಸಿದಂತೆ ಅಧಿಕಾರಿಗಳೊಂದಿಗೆ ಸಭೆ ನಡೆಸಲಿದ್ದಾರೆ. ಜನವರಿ 19ರಂದು ಬೆಳಿಗ್ಗೆ 9 ಗಂಟೆಗೆ ಸ್ಥಳೀಯ ಕಾರ್ಯಕ್ರಮಗಳಲ್ಲಿ ಭಾಗವಹಿಸುವರು. ಬಳಿಕ 12.30ಕ್ಕೆ ಬೆಂಗಳೂರು ಕಡೆಗೆ ಪ್ರಯಾಣ ಬೆಳೆಸಲಿದ್ದಾರೆ ಎಂದು ಸಚಿವರ ಆಪ್ತ ಕಾರ್ಯದರ್ಶಿ ಪ್ರಕಟಣೆಯಲ್ಲಿ ತಿಳಿಸಿದ್ದಾರೆ. [665, 521, 905, 577]
photo-illustration [35, 992, 278, 1109]
